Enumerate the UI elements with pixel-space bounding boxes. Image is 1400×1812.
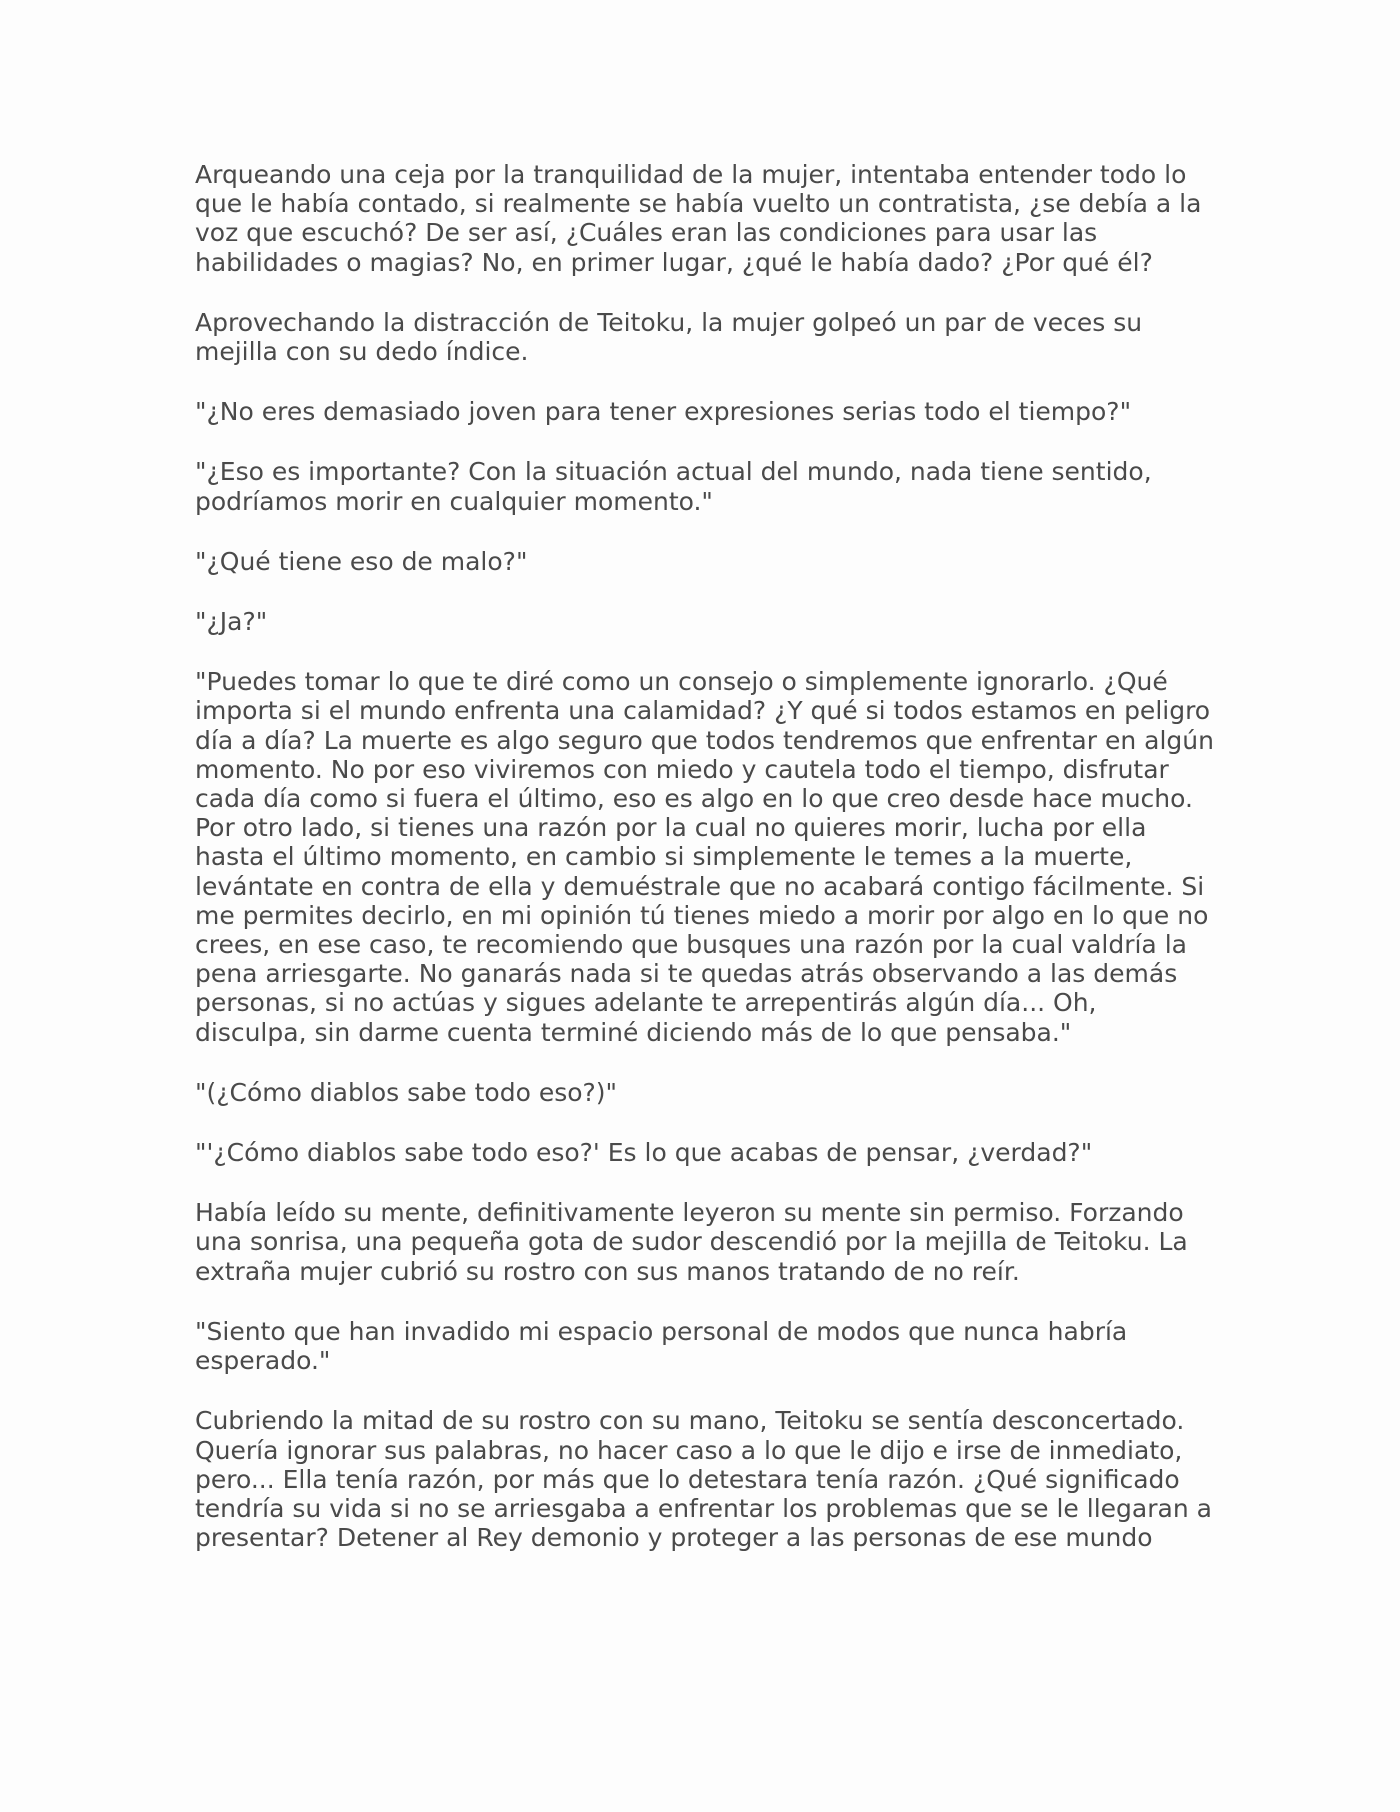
paragraph-10: Había leído su mente, definitivamente leyeron su mente sin permiso. Forzando una sonrisa, una pequeña gota de sudor descendió por la mejilla de Teitoku. La extraña mujer cubrió su rostro con sus manos tratando de no reír. bbox=[195, 1198, 1188, 1286]
paragraph-7: "Puedes tomar lo que te diré como un consejo o simplemente ignorarlo. ¿Qué importa si el mundo enfrenta una calamidad? ¿Y qué si todos estamos en peligro día a día? La muerte es algo seguro que todos tendremos que enfrentar en algún momento. No por eso viviremos con miedo y cautela todo el tiempo, disfrutar cada día como si fuera el último, eso es algo en lo que creo desde hace mucho. Por otro lado, si tienes una razón por la cual no quieres morir, lucha por ella hasta el último momento, en cambio si simplemente le temes a la muerte, levántate en contra de ella y demuéstrale que no acabará contigo fácilmente. Si me permites decirlo, en mi opinión tú tienes miedo a morir por algo en lo que no crees, en ese caso, te recomiendo que busques una razón por la cual valdría la pena arriesgarte. No ganarás nada si te quedas atrás observando a las demás personas, si no actúas y sigues adelante te arrepentirás algún día... Oh, disculpa, sin darme cuenta terminé diciendo más de lo que pensaba." bbox=[195, 667, 1214, 1047]
paragraph-9: "'¿Cómo diablos sabe todo eso?' Es lo que acabas de pensar, ¿verdad?" bbox=[195, 1138, 1093, 1168]
paragraph-4: "¿Eso es importante? Con la situación actual del mundo, nada tiene sentido, podríamos morir en cualquier momento." bbox=[195, 457, 1152, 516]
paragraph-3: "¿No eres demasiado joven para tener expresiones serias todo el tiempo?" bbox=[195, 397, 1132, 427]
paragraph-11: "Siento que han invadido mi espacio personal de modos que nunca habría esperado." bbox=[195, 1316, 1128, 1376]
paragraph-12: Cubriendo la mitad de su rostro con su mano, Teitoku se sentía desconcertado. Quería ignorar sus palabras, no hacer caso a lo que le dijo e irse de inmediato, pero... Ella tenía razón, por más que lo detestara tenía razón. ¿Qué significado tendría su vida si no se arriesgaba a enfrentar los problemas que se le llegaran a presentar? Detener al Rey demonio y proteger a las personas de ese mundo bbox=[195, 1406, 1212, 1553]
paragraph-1: Arqueando una ceja por la tranquilidad de la mujer, intentaba entender todo lo que le había contado, si realmente se había vuelto un contratista, ¿se debía a la voz que escuchó? De ser así, ¿Cuáles eran las condiciones para usar las habilidades o magias? No, en primer lugar, ¿qué le había dado? ¿Por qué él? bbox=[195, 160, 1202, 277]
paragraph-6: "¿Ja?" bbox=[195, 607, 268, 637]
paragraph-5: "¿Qué tiene eso de malo?" bbox=[195, 546, 528, 576]
paragraph-2: Aprovechando la distracción de Teitoku, la mujer golpeó un par de veces su mejilla con su dedo índice. bbox=[195, 307, 1143, 367]
paragraph-8: "(¿Cómo diablos sabe todo eso?)" bbox=[195, 1077, 618, 1107]
document-body bbox=[195, 160, 1215, 1552]
